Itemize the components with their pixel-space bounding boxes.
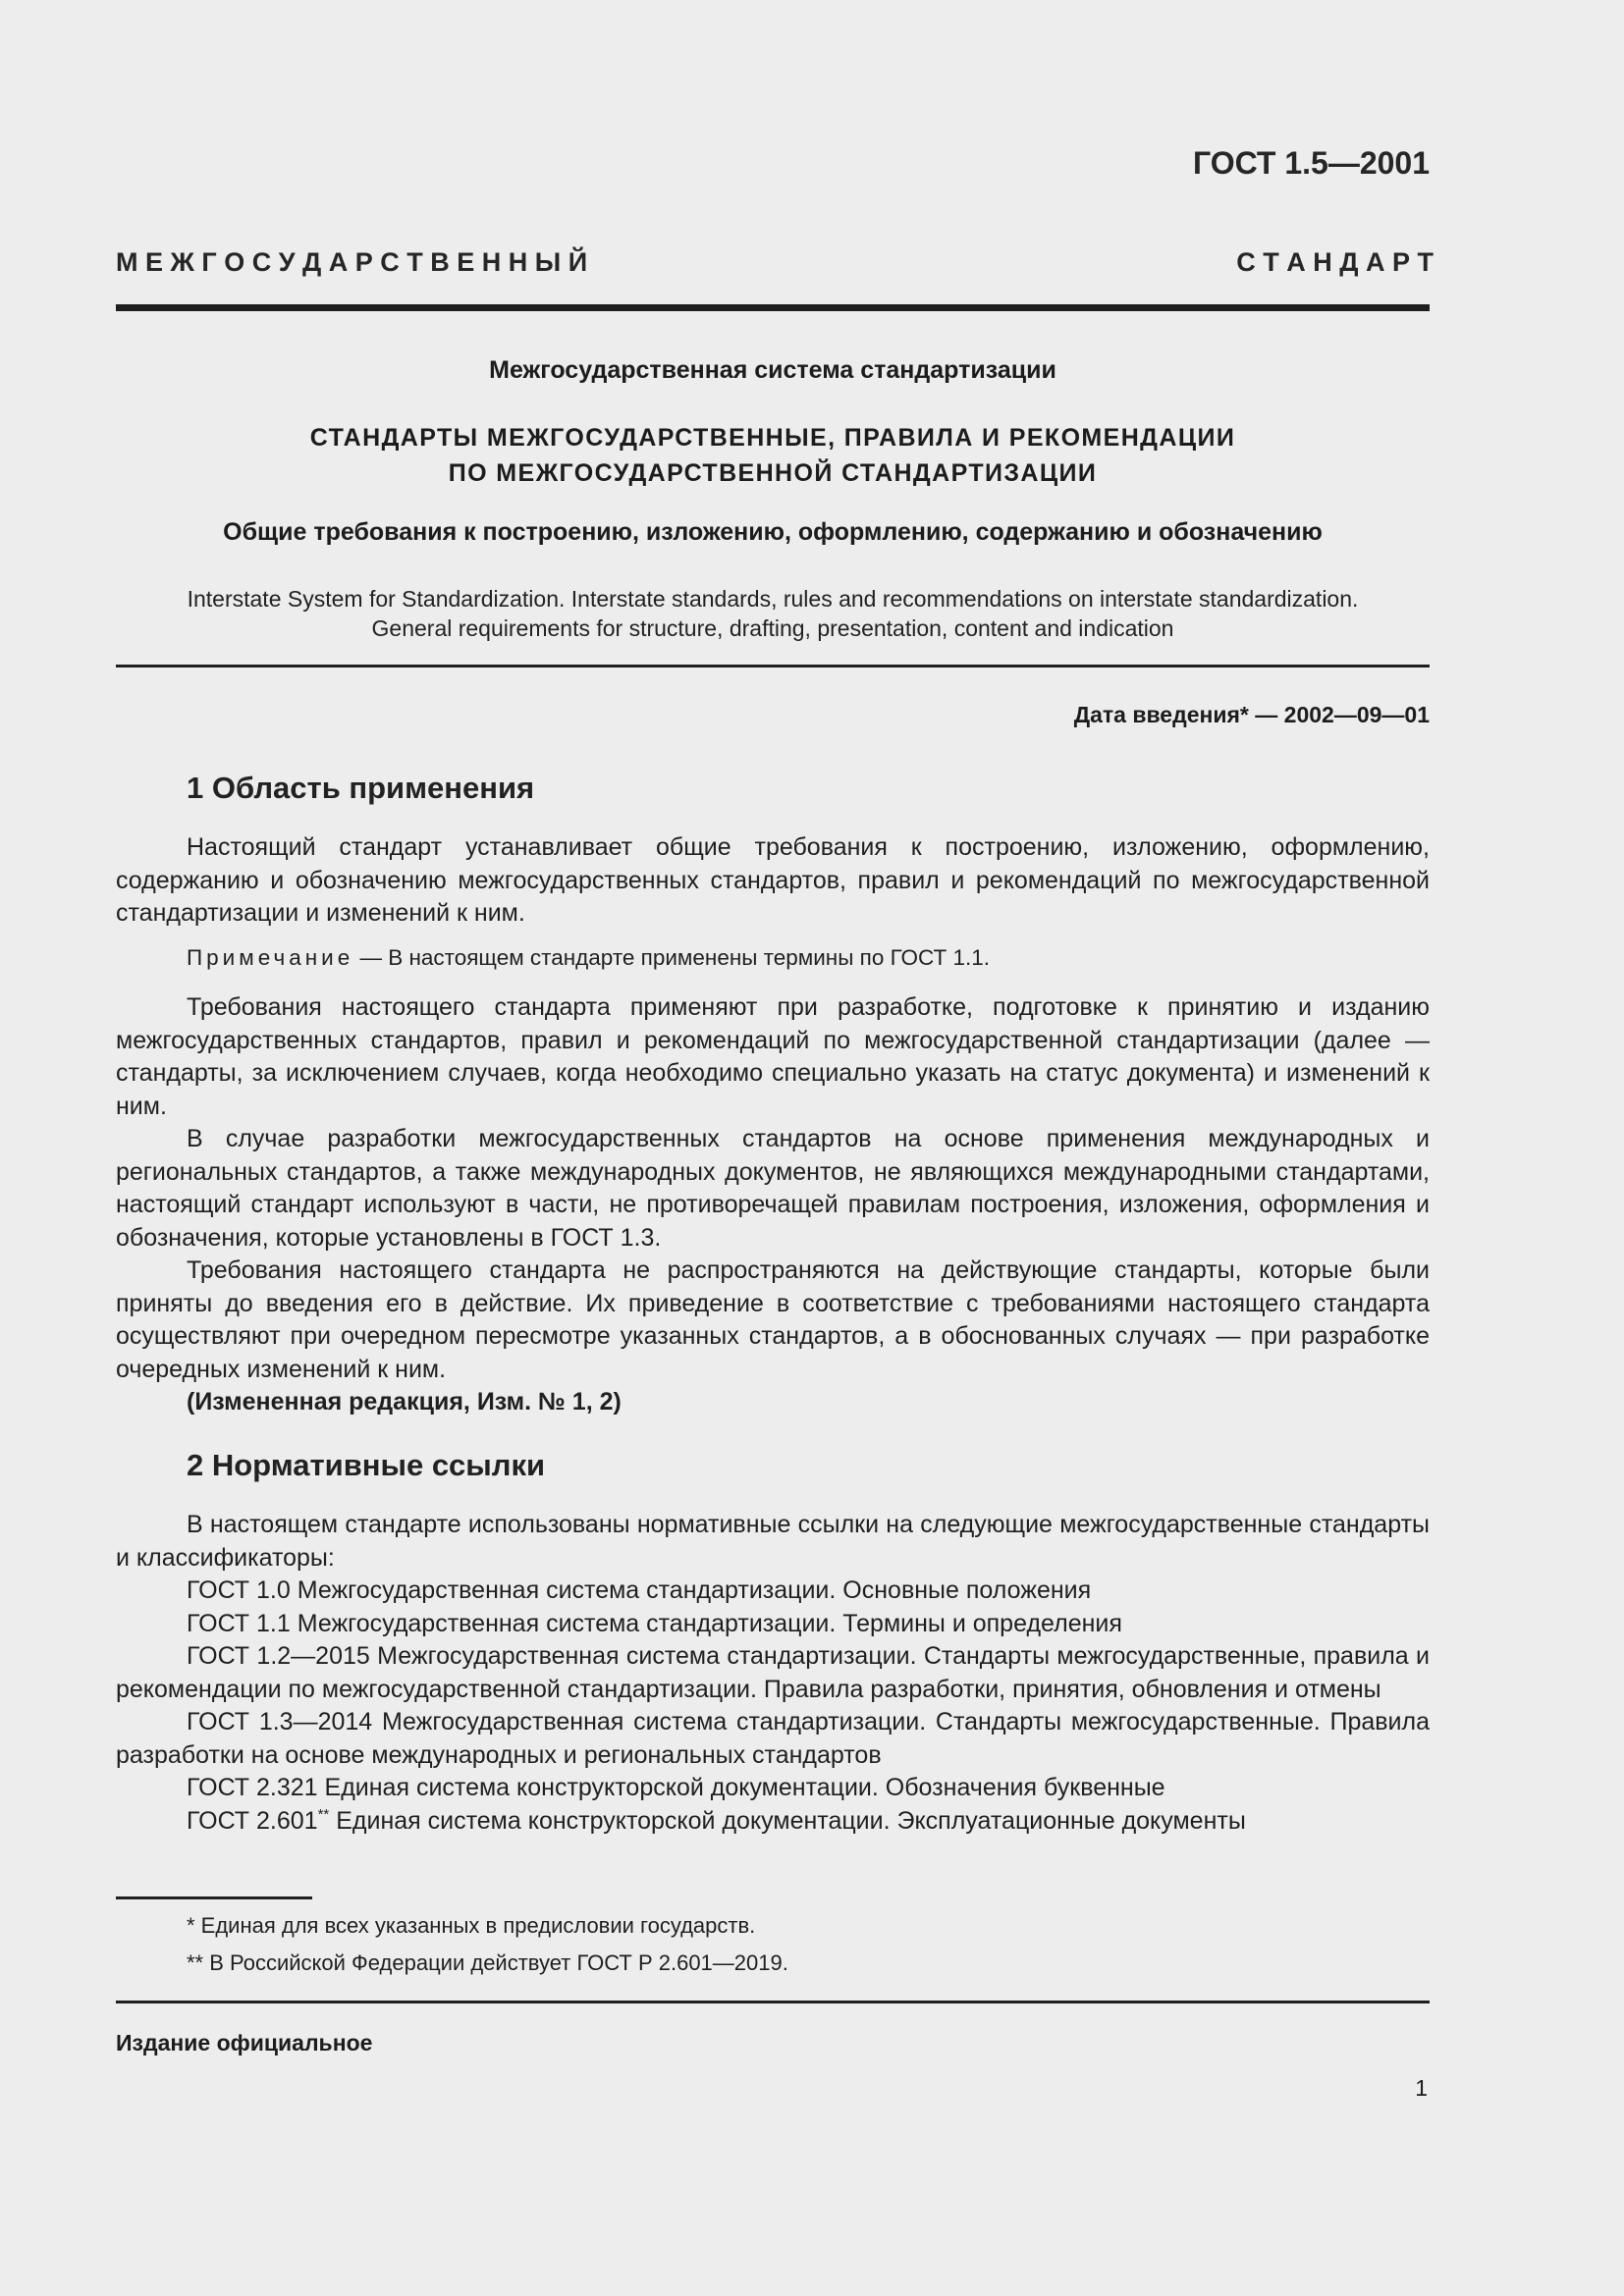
system-title: Межгосударственная система стандартизации [489, 356, 1056, 384]
reference-item: ГОСТ 1.3—2014 Межгосударственная система стандартизации. Стандарты межгосударственные. Правила разработки на основе международных и региональных стандартов [116, 1708, 1430, 1769]
amendment-note: (Измененная редакция, Изм. № 1, 2) [187, 1388, 622, 1415]
reference-item: ГОСТ 2.321 Единая система конструкторской документации. Обозначения буквенные [187, 1774, 1165, 1801]
reference-item: ГОСТ 1.2—2015 Межгосударственная система стандартизации. Стандарты межгосударственные, правила и рекомендации по межгосударственной стандартизации. Правила разработки, принятия, обновления и отмены [116, 1642, 1430, 1703]
note [187, 945, 990, 971]
footnote: ** В Российской Федерации действует ГОСТ Р 2.601—2019. [187, 1950, 788, 1975]
section-1-para-1 [116, 831, 1430, 931]
paragraph: Настоящий стандарт устанавливает общие требования к построению, изложению, оформлению, содержанию и обозначению межгосударственных стандартов, правил и рекомендаций по межгосударственной стандартизации и изменений к ним. [116, 833, 1430, 927]
note-label: Примечание [187, 945, 354, 970]
footer-rule [116, 2001, 1430, 2003]
official-edition-label: Издание официальное [116, 2030, 373, 2056]
footnote: * Единая для всех указанных в предисловии государств. [187, 1913, 756, 1938]
english-title [116, 584, 1430, 643]
subtitle: Общие требования к построению, изложению, оформлению, содержанию и обозначению [223, 518, 1323, 546]
main-title-line-2: ПО МЕЖГОСУДАРСТВЕННОЙ СТАНДАРТИЗАЦИИ [448, 459, 1098, 487]
banner-word-interstate: М Е Ж Г О С У Д А Р С Т В Е Н Н Ы Й [116, 247, 588, 277]
standard-number: ГОСТ 1.5—2001 [1192, 145, 1430, 181]
section-1-body [116, 991, 1430, 1419]
section-2-heading: 2 Нормативные ссылки [187, 1448, 546, 1482]
reference-item: ГОСТ 1.0 Межгосударственная система стандартизации. Основные положения [187, 1576, 1092, 1604]
standard-banner [116, 247, 1434, 278]
footnote-rule [116, 1896, 312, 1899]
header-rule [116, 304, 1430, 311]
paragraph: Требования настоящего стандарта не распространяются на действующие стандарты, которые были приняты до введения его в действие. Их приведение в соответствие с требованиями настоящего стандарта осуществляют при очередном пересмотре указанных стандартов, а в обоснованных случаях — при разработке очередных изменений к ним. [116, 1256, 1430, 1383]
section-2-body [116, 1509, 1430, 1838]
paragraph: В настоящем стандарте использованы нормативные ссылки на следующие межгосударственные стандарты и классификаторы: [116, 1511, 1430, 1572]
english-title-line-2: General requirements for structure, drafting, presentation, content and indication [371, 615, 1174, 641]
reference-code: ГОСТ 2.601 [187, 1806, 318, 1835]
main-title [116, 420, 1430, 491]
section-1-heading: 1 Область применения [187, 771, 535, 805]
reference-text: Единая система конструкторской документации. Эксплуатационные документы [329, 1806, 1246, 1835]
footnote-mark: ** [317, 1805, 330, 1823]
paragraph: В случае разработки межгосударственных стандартов на основе применения международных и региональных стандартов, а также международных документов, не являющихся международными стандартами, настоящий стандарт используют в части, не противоречащей правилам построения, изложения, оформления и обозначения, которые установлены в ГОСТ 1.3. [116, 1125, 1430, 1252]
banner-word-standard: С Т А Н Д А Р Т [1236, 247, 1434, 277]
reference-item [116, 1805, 1430, 1839]
note-text: — В настоящем стандарте применены термины по ГОСТ 1.1. [353, 945, 991, 970]
english-title-line-1: Interstate System for Standardization. Interstate standards, rules and recommendations on interstate standardization. [187, 586, 1359, 612]
page-number: 1 [1415, 2075, 1428, 2101]
title-rule [116, 665, 1430, 667]
paragraph: Требования настоящего стандарта применяют при разработке, подготовке к принятию и изданию межгосударственных стандартов, правил и рекомендаций по межгосударственной стандартизации (далее — стандарты, за исключением случаев, когда необходимо специально указать на статус документа) и изменений к ним. [116, 993, 1430, 1120]
reference-item: ГОСТ 1.1 Межгосударственная система стандартизации. Термины и определения [187, 1609, 1122, 1637]
main-title-line-1: СТАНДАРТЫ МЕЖГОСУДАРСТВЕННЫЕ, ПРАВИЛА И РЕКОМЕНДАЦИИ [309, 424, 1236, 452]
introduction-date: Дата введения* — 2002—09—01 [1073, 702, 1430, 727]
